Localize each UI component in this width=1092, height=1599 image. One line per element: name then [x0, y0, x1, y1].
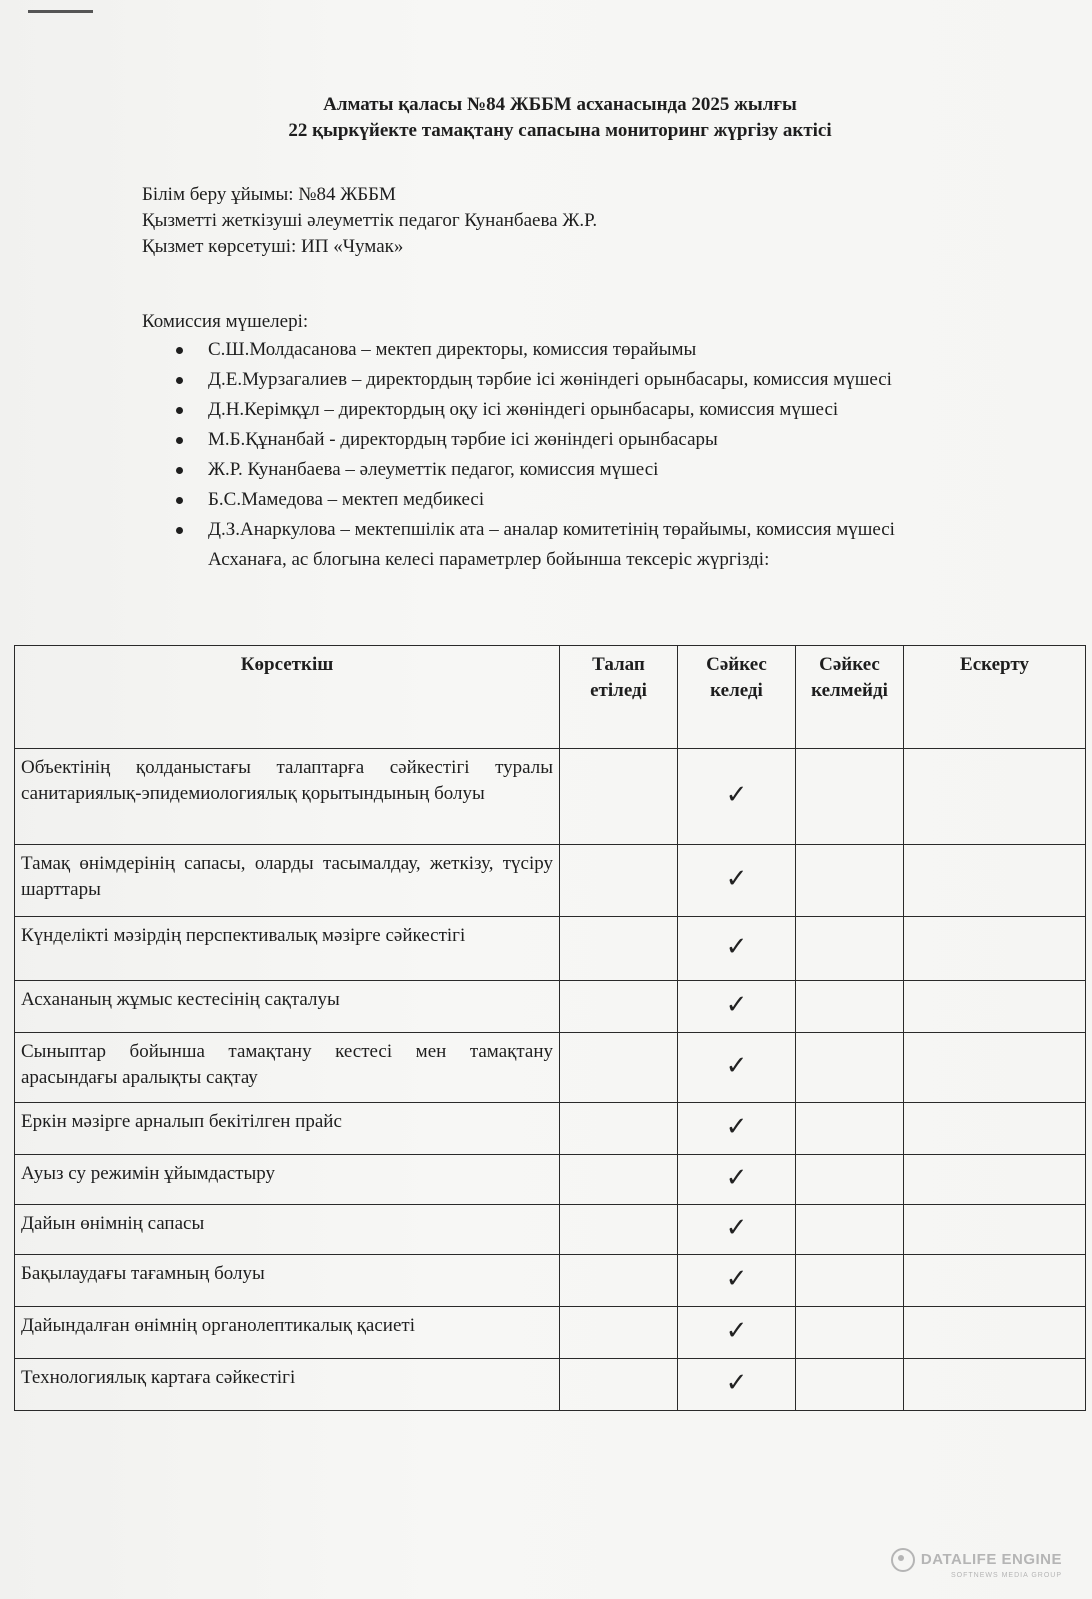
table-row	[15, 845, 1086, 917]
row-indicator: Сыныптар бойынша тамақтану кестесі мен тамақтану арасындағы аралықты сақтау	[15, 1033, 560, 1103]
title-line-1: Алматы қаласы №84 ЖББМ асханасында 2025 жылғы	[323, 94, 797, 115]
watermark	[891, 1548, 1062, 1579]
header-required: Талап етіледі	[560, 646, 678, 749]
row-required	[560, 845, 678, 917]
bullet-icon	[176, 467, 183, 474]
row-noncompliant	[796, 1255, 904, 1307]
row-noncompliant	[796, 981, 904, 1033]
table-row	[15, 1255, 1086, 1307]
commission-member	[142, 398, 927, 422]
row-compliant	[678, 749, 796, 845]
row-required	[560, 1359, 678, 1411]
check-mark-icon: ✓	[725, 1316, 748, 1346]
row-indicator: Дайын өнімнің сапасы	[15, 1205, 560, 1255]
row-noncompliant	[796, 1359, 904, 1411]
table-row	[15, 917, 1086, 981]
inspection-table	[14, 645, 1086, 1411]
row-indicator: Бақылаудағы тағамның болуы	[15, 1255, 560, 1307]
table-row	[15, 1307, 1086, 1359]
row-required	[560, 1255, 678, 1307]
top-pen-mark	[28, 10, 93, 13]
datalife-logo-icon	[891, 1548, 915, 1572]
row-required	[560, 1155, 678, 1205]
inspection-lead: Асханаға, ас блогына келесі параметрлер бойынша тексеріс жүргізді:	[208, 549, 770, 570]
header-indicator: Көрсеткіш	[15, 646, 560, 749]
row-indicator: Асхананың жұмыс кестесінің сақталуы	[15, 981, 560, 1033]
member-text: Д.Н.Керімқұл – директордың оқу ісі жөніндегі орынбасары, комиссия мүшесі	[208, 399, 839, 420]
member-text: Д.Е.Мурзагалиев – директордың тәрбие ісі жөніндегі орынбасары, комиссия мүшесі	[208, 369, 892, 390]
row-required	[560, 1033, 678, 1103]
row-compliant	[678, 1033, 796, 1103]
header-noncompliant: Сәйкес келмейді	[796, 646, 904, 749]
row-compliant	[678, 1255, 796, 1307]
table-row	[15, 1103, 1086, 1155]
table-row	[15, 1033, 1086, 1103]
row-noncompliant	[796, 1155, 904, 1205]
document-title	[120, 92, 1000, 144]
watermark-brand: DATALIFE ENGINE	[920, 1550, 1062, 1568]
row-compliant	[678, 917, 796, 981]
row-noncompliant	[796, 1033, 904, 1103]
check-mark-icon: ✓	[725, 1051, 748, 1081]
row-compliant	[678, 1359, 796, 1411]
row-compliant	[678, 845, 796, 917]
row-note	[904, 1359, 1086, 1411]
commission-member	[142, 368, 927, 392]
member-text: Б.С.Мамедова – мектеп медбикесі	[208, 489, 485, 510]
row-required	[560, 749, 678, 845]
check-mark-icon: ✓	[725, 1264, 748, 1294]
row-noncompliant	[796, 917, 904, 981]
row-noncompliant	[796, 845, 904, 917]
row-indicator: Еркін мәзірге арналып бекітілген прайс	[15, 1103, 560, 1155]
title-line-2: 22 қыркүйекте тамақтану сапасына мониторинг жүргізу актісі	[288, 120, 832, 141]
row-note	[904, 1103, 1086, 1155]
row-note	[904, 749, 1086, 845]
row-noncompliant	[796, 1307, 904, 1359]
row-noncompliant	[796, 1205, 904, 1255]
table-row	[15, 749, 1086, 845]
commission-heading: Комиссия мүшелері:	[142, 311, 309, 332]
watermark-sub: SOFTNEWS MEDIA GROUP	[950, 1572, 1062, 1579]
member-text: Ж.Р. Кунанбаева – әлеуметтік педагог, комиссия мүшесі	[208, 459, 659, 480]
check-mark-icon: ✓	[725, 780, 748, 810]
row-compliant	[678, 1103, 796, 1155]
commission-member	[142, 428, 927, 452]
bullet-icon	[176, 497, 183, 504]
row-noncompliant	[796, 749, 904, 845]
row-indicator: Технологиялық картаға сәйкестігі	[15, 1359, 560, 1411]
check-mark-icon: ✓	[725, 1368, 748, 1398]
row-required	[560, 1307, 678, 1359]
bullet-icon	[176, 527, 183, 534]
member-text: М.Б.Құнанбай - директордың тәрбие ісі жөніндегі орынбасары	[208, 429, 718, 450]
table-row	[15, 1155, 1086, 1205]
row-compliant	[678, 1307, 796, 1359]
check-mark-icon: ✓	[725, 1213, 748, 1243]
row-note	[904, 981, 1086, 1033]
header-note: Ескерту	[904, 646, 1086, 749]
row-required	[560, 917, 678, 981]
table-row	[15, 1205, 1086, 1255]
row-noncompliant	[796, 1103, 904, 1155]
member-text: Д.З.Анаркулова – мектепшілік ата – аналар комитетінің төрайымы, комиссия мүшесі	[208, 519, 895, 540]
row-note	[904, 1205, 1086, 1255]
row-indicator: Күнделікті мәзірдің перспективалық мәзірге сәйкестігі	[15, 917, 560, 981]
check-mark-icon: ✓	[725, 932, 748, 962]
table-row	[15, 1359, 1086, 1411]
row-note	[904, 1307, 1086, 1359]
row-indicator: Ауыз су режимін ұйымдастыру	[15, 1155, 560, 1205]
row-indicator: Объектінің қолданыстағы талаптарға сәйкестігі туралы санитариялық-эпидемиологиялық қорытындының болуы	[15, 749, 560, 845]
header-compliant: Сәйкес келеді	[678, 646, 796, 749]
info-block	[142, 182, 597, 260]
bullet-icon	[176, 407, 183, 414]
info-org: Білім беру ұйымы: №84 ЖББМ	[142, 184, 396, 205]
row-required	[560, 1103, 678, 1155]
row-compliant	[678, 1155, 796, 1205]
info-servicer: Қызмет көрсетуші: ИП «Чумак»	[142, 236, 404, 257]
row-compliant	[678, 981, 796, 1033]
row-indicator: Тамақ өнімдерінің сапасы, оларды тасымалдау, жеткізу, түсіру шарттары	[15, 845, 560, 917]
commission-list	[142, 338, 927, 542]
commission-member	[142, 518, 927, 542]
row-indicator: Дайындалған өнімнің органолептикалық қасиеті	[15, 1307, 560, 1359]
row-compliant	[678, 1205, 796, 1255]
bullet-icon	[176, 437, 183, 444]
check-mark-icon: ✓	[725, 1112, 748, 1142]
commission-block	[142, 310, 927, 572]
check-mark-icon: ✓	[725, 1163, 748, 1193]
row-note	[904, 1033, 1086, 1103]
commission-member	[142, 458, 927, 482]
commission-member	[142, 338, 927, 362]
row-required	[560, 1205, 678, 1255]
check-mark-icon: ✓	[725, 864, 748, 894]
bullet-icon	[176, 377, 183, 384]
row-required	[560, 981, 678, 1033]
table-row	[15, 981, 1086, 1033]
check-mark-icon: ✓	[725, 990, 748, 1020]
row-note	[904, 1155, 1086, 1205]
bullet-icon	[176, 347, 183, 354]
commission-member	[142, 488, 927, 512]
info-provider: Қызметті жеткізуші әлеуметтік педагог Кунанбаева Ж.Р.	[142, 210, 598, 231]
row-note	[904, 845, 1086, 917]
table-header-row	[15, 646, 1086, 749]
row-note	[904, 1255, 1086, 1307]
row-note	[904, 917, 1086, 981]
member-text: С.Ш.Молдасанова – мектеп директоры, комиссия төрайымы	[208, 339, 697, 360]
